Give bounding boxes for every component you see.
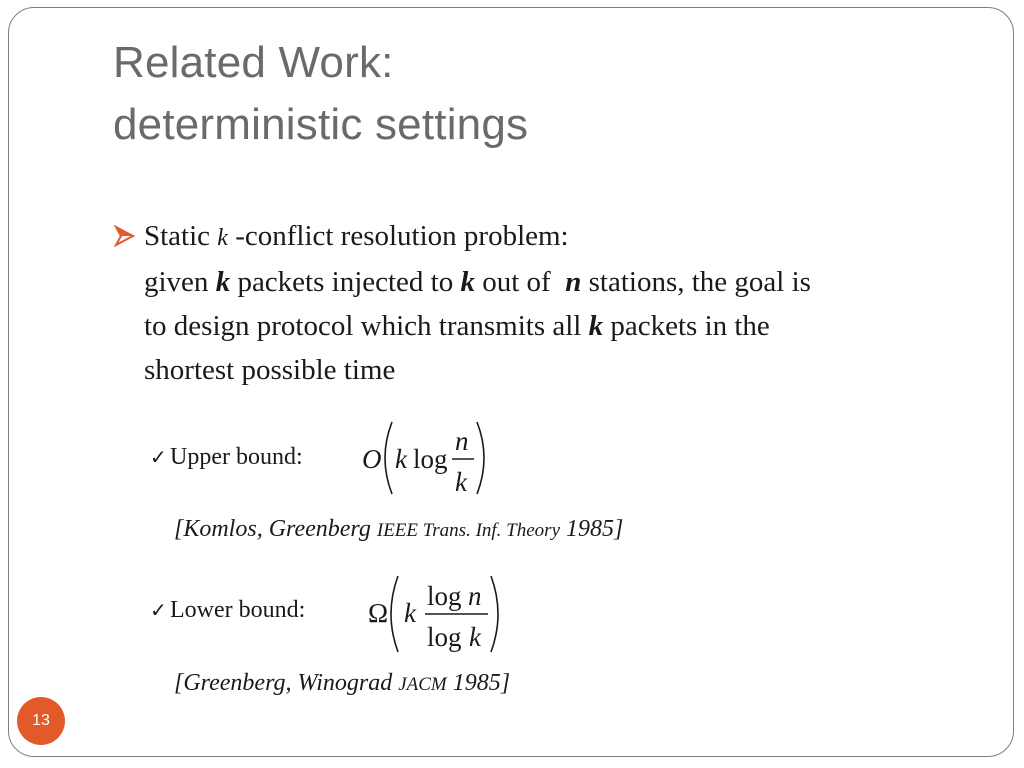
numerator-var: n [468, 581, 482, 611]
ref-venue: JACM [398, 674, 447, 695]
bullet-text [144, 214, 924, 392]
text-segment: stations, the goal is [581, 266, 811, 298]
ref-year: 1985] [452, 670, 511, 696]
right-paren [477, 422, 484, 494]
lower-bound-label: Lower bound: [170, 597, 306, 623]
var-k: k [217, 225, 228, 251]
bullet-line-4: shortest possible time [144, 354, 396, 386]
text-segment: out of [475, 266, 566, 298]
fraction-numerator: n [455, 426, 469, 456]
text-segment: to design protocol which transmits all [144, 310, 589, 342]
title-line-2: deterministic settings [113, 100, 529, 149]
lower-bound-row [150, 595, 305, 626]
checkmark-icon: ✓ [150, 600, 167, 622]
numerator-log: log [427, 581, 462, 611]
log-text: log [413, 444, 448, 474]
right-paren [491, 576, 498, 652]
checkmark-icon: ✓ [150, 447, 167, 469]
var-k: k [460, 266, 475, 298]
ref-authors: [Greenberg, Winograd [174, 670, 393, 696]
slide-title [113, 32, 528, 156]
lower-bound-formula [364, 572, 514, 658]
text-segment: -conflict resolution problem: [227, 220, 569, 252]
var-k: k [395, 444, 407, 474]
left-paren [385, 422, 392, 494]
var-n: n [565, 266, 582, 298]
lower-bound-reference [174, 670, 510, 697]
denominator-log: log [427, 622, 462, 652]
left-paren [391, 576, 398, 652]
page-number-badge: 13 [17, 697, 65, 745]
denominator-var: k [469, 622, 481, 652]
arrow-bullet-icon [113, 225, 135, 247]
upper-bound-reference [174, 516, 623, 543]
var-k: k [215, 266, 231, 298]
ref-authors: [Komlos, Greenberg [174, 516, 371, 542]
var-k: k [588, 310, 604, 342]
bullet-line-1 [144, 214, 924, 260]
big-o-symbol: O [362, 444, 382, 474]
text-segment: packets in the [603, 310, 770, 342]
fraction-denominator: k [455, 467, 467, 497]
upper-bound-row [150, 442, 303, 473]
text-segment: packets injected to [230, 266, 461, 298]
omega-symbol: Ω [368, 598, 389, 628]
bullet-line-2 [144, 260, 924, 304]
text-segment: Static [144, 220, 218, 252]
bullet-line-3 [144, 304, 924, 348]
ref-venue: IEEE Trans. Inf. Theory [376, 520, 561, 541]
upper-bound-label: Upper bound: [170, 444, 303, 470]
upper-bound-formula [358, 418, 498, 498]
title-line-1: Related Work: [113, 38, 394, 87]
ref-year: 1985] [566, 516, 624, 542]
var-k: k [404, 598, 416, 628]
text-segment: given [144, 266, 216, 298]
